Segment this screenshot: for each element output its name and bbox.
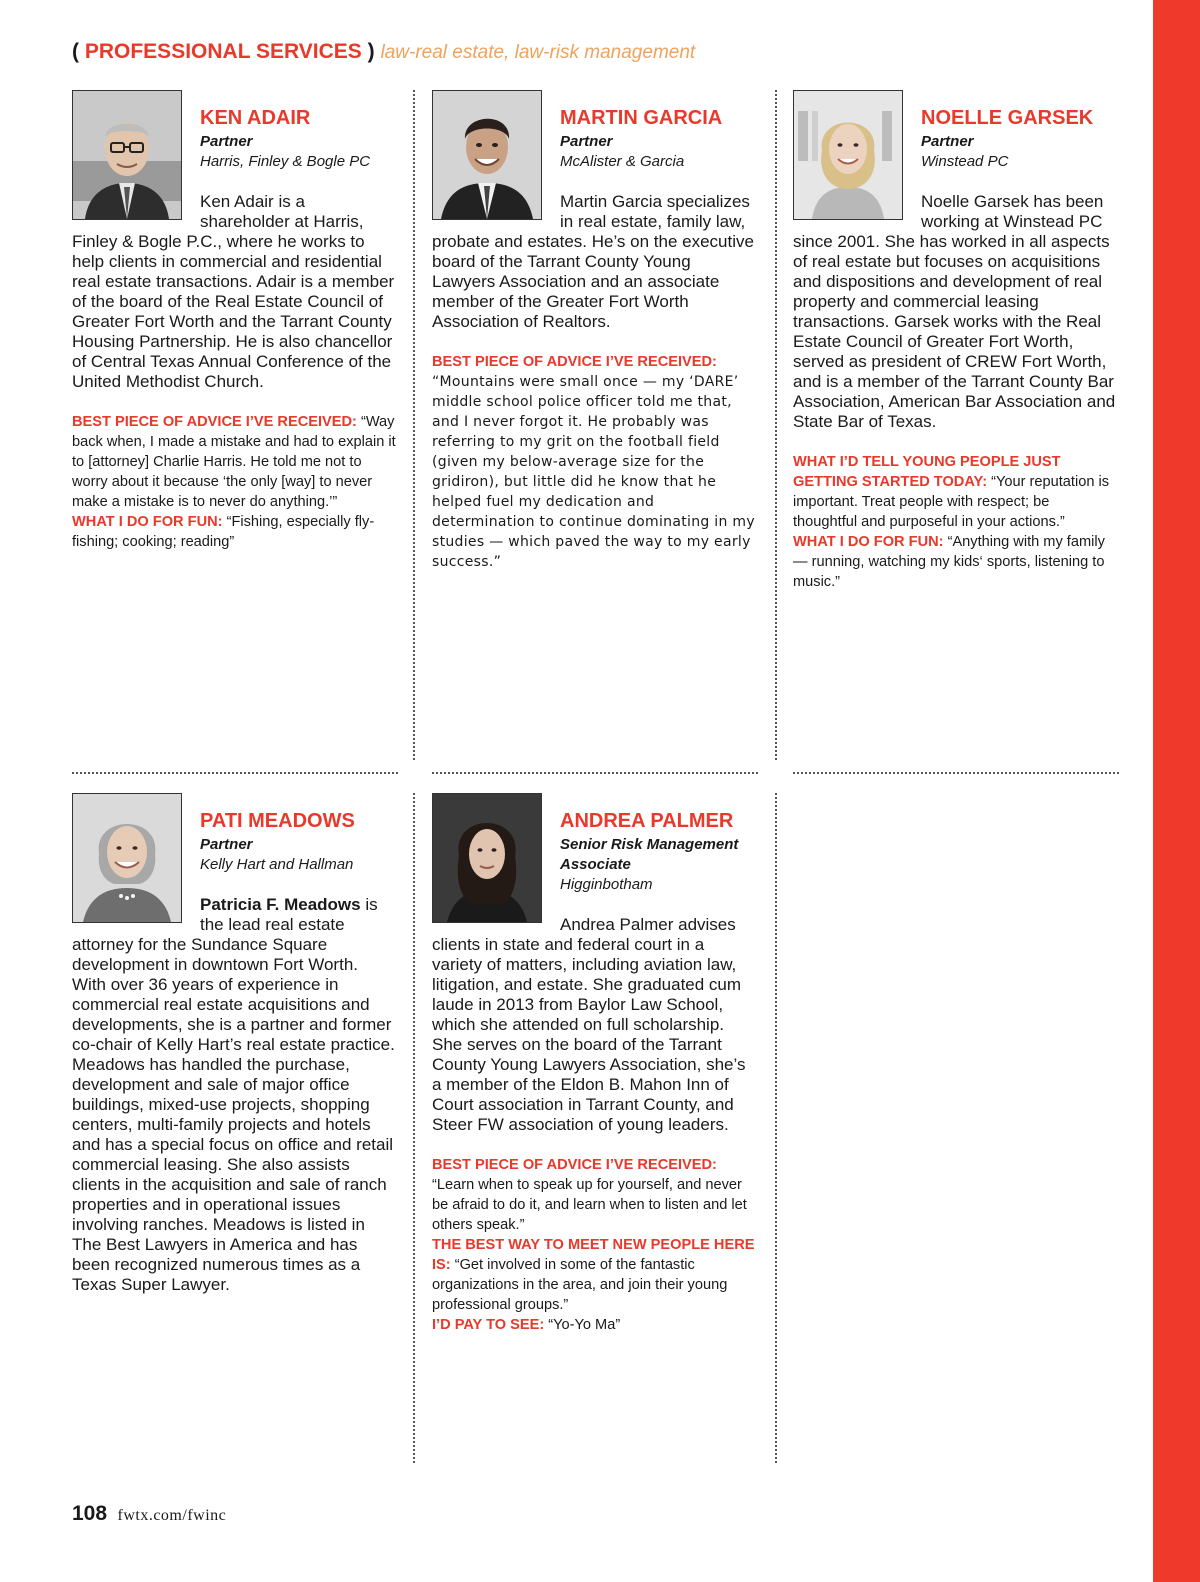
- column-divider: [413, 793, 415, 1463]
- qa-label: BEST PIECE OF ADVICE I’VE RECEIVED:: [72, 414, 357, 430]
- headshot-woman-dark-hair-icon: [433, 794, 541, 922]
- row-divider: [72, 772, 398, 774]
- qa-item: [432, 1155, 756, 1235]
- page-number: 108: [72, 1502, 108, 1525]
- qa-label: WHAT I’D TELL YOUNG PEOPLE JUST GETTING STARTED TODAY:: [793, 454, 1061, 490]
- person-firm: Kelly Hart and Hallman: [200, 856, 354, 873]
- person-title: Senior Risk Management Associate: [560, 836, 739, 873]
- qa-answer: “Mountains were small once — my ‘DARE’ middle school police officer told me that, and I never forgot it. He probably was referring to my grit on the football field (given my below-average size for the gridiron), but little did he know that he helped fuel my dedication and determination to continue dominating in my studies — which paved the way to my early success.”: [432, 374, 755, 570]
- person-firm: Harris, Finley & Bogle PC: [200, 153, 371, 170]
- person-title: Partner: [921, 133, 974, 150]
- person-name: MARTIN GARCIA: [560, 107, 723, 129]
- qa-answer: “Yo-Yo Ma”: [548, 1317, 621, 1333]
- profile-card: [72, 793, 396, 1295]
- qa-label: WHAT I DO FOR FUN:: [793, 534, 944, 550]
- headshot-man-glasses-icon: [73, 91, 181, 219]
- qa-answer: “Way back when, I made a mistake and had to explain it to [attorney] Charlie Harris. He told me not to worry about it because ‘the only [way] to never make a mistake is to never do anything.’”: [72, 414, 396, 510]
- qa-label: BEST PIECE OF ADVICE I’VE RECEIVED:: [432, 1157, 717, 1173]
- person-bio: Ken Adair is a shareholder at Harris, Finley & Bogle P.C., where he works to help clients in commercial and residential real estate transactions. Adair is a member of the board of the Real Estate Council of Greater Fort Worth and the Tarrant County Housing Partnership. He is also chancellor of Central Texas Annual Conference of the United Methodist Church.: [72, 192, 395, 391]
- qa-item: [432, 352, 756, 572]
- person-firm: McAlister & Garcia: [560, 153, 685, 170]
- section-subtitle: law-real estate, law-risk management: [380, 42, 696, 63]
- qa-item: [793, 532, 1117, 592]
- qa-answer: “Learn when to speak up for yourself, and never be afraid to do it, and learn when to listen and let others speak.”: [432, 1177, 747, 1233]
- page-footer: [72, 1502, 226, 1526]
- profile-card: [72, 90, 396, 552]
- person-title: Partner: [200, 836, 253, 853]
- qa-answer: “Anything with my family — running, watching my kids‘ sports, listening to music.”: [793, 534, 1105, 590]
- bio-lead-name: Patricia F. Meadows: [200, 895, 361, 914]
- headshot-photo: [72, 793, 182, 923]
- person-title: Partner: [200, 133, 253, 150]
- person-firm: Winstead PC: [921, 153, 1009, 170]
- qa-item: [432, 1235, 756, 1315]
- qa-label: BEST PIECE OF ADVICE I’VE RECEIVED:: [432, 354, 717, 370]
- person-firm: Higginbotham: [560, 876, 653, 893]
- headshot-woman-icon: [73, 794, 181, 922]
- header-open-paren: (: [72, 40, 79, 63]
- headshot-woman-blonde-icon: [794, 91, 902, 219]
- person-bio: Martin Garcia specializes in real estate, family law, probate and estates. He’s on the executive board of the Tarrant County Young Lawyers Association and an associate member of the Greater Fort Worth Association of Realtors.: [432, 192, 754, 331]
- qa-item: [432, 1315, 756, 1335]
- qa-item: [72, 412, 396, 512]
- headshot-photo: [793, 90, 903, 220]
- row-divider: [793, 772, 1119, 774]
- headshot-photo: [432, 793, 542, 923]
- row-divider: [432, 772, 758, 774]
- qa-label: I’D PAY TO SEE:: [432, 1317, 545, 1333]
- footer-url: fwtx.com/fwinc: [117, 1507, 227, 1524]
- person-name: KEN ADAIR: [200, 107, 311, 129]
- red-side-bar: [1153, 0, 1200, 1582]
- section-title: PROFESSIONAL SERVICES: [84, 40, 362, 63]
- person-name: PATI MEADOWS: [200, 810, 355, 832]
- qa-label: THE BEST WAY TO MEET NEW PEOPLE HERE IS:: [432, 1237, 755, 1273]
- section-header: [72, 40, 695, 64]
- person-name: NOELLE GARSEK: [921, 107, 1094, 129]
- profile-card: [793, 90, 1117, 592]
- qa-label: WHAT I DO FOR FUN:: [72, 514, 223, 530]
- qa-item: [793, 452, 1117, 532]
- column-divider: [413, 90, 415, 760]
- person-bio: [72, 895, 396, 1295]
- qa-answer: “Fishing, especially fly-fishing; cooking; reading”: [72, 514, 375, 550]
- column-divider: [775, 793, 777, 1463]
- qa-answer: “Get involved in some of the fantastic organizations in the area, and join their young professional groups.”: [432, 1257, 728, 1313]
- headshot-photo: [72, 90, 182, 220]
- headshot-man-icon: [433, 91, 541, 219]
- qa-item: [72, 512, 396, 552]
- header-close-paren: ): [367, 40, 375, 63]
- profile-card: [432, 90, 756, 572]
- column-divider: [775, 90, 777, 760]
- person-title: Partner: [560, 133, 613, 150]
- person-bio: Noelle Garsek has been working at Winstead PC since 2001. She has worked in all aspects of real estate but focuses on acquisitions and dispositions and development of real property and commercial leasing transactions. Garsek works with the Real Estate Council of Greater Fort Worth, served as president of CREW Fort Worth, and is a member of the Tarrant County Bar Association, American Bar Association and State Bar of Texas.: [793, 192, 1116, 431]
- person-bio: Andrea Palmer advises clients in state and federal court in a variety of matters, including aviation law, litigation, and estate. She graduated cum laude in 2013 from Baylor Law School, which she attended on full scholarship. She serves on the board of the Tarrant County Young Lawyers Association, she’s a member of the Eldon B. Mahon Inn of Court association in Tarrant County, and Steer FW association of young leaders.: [432, 915, 746, 1134]
- person-name: ANDREA PALMER: [560, 810, 734, 832]
- bio-text: is the lead real estate attorney for the Sundance Square development in downtown Fort Worth. With over 36 years of experience in commercial real estate acquisitions and developments, she is a partner and former co-chair of Kelly Hart’s real estate practice. Meadows has handled the purchase, development and sale of major office buildings, mixed-use projects, shopping centers, multi-family projects and hotels and has a special focus on office and retail commercial leasing. She also assists clients in the acquisition and sale of ranch properties and in operational issues involving ranches. Meadows is listed in The Best Lawyers in America and has been recognized numerous times as a Texas Super Lawyer.: [72, 895, 395, 1294]
- profile-card: [432, 793, 756, 1335]
- qa-answer: “Your reputation is important. Treat people with respect; be thoughtful and purposeful in your actions.”: [793, 474, 1110, 530]
- headshot-photo: [432, 90, 542, 220]
